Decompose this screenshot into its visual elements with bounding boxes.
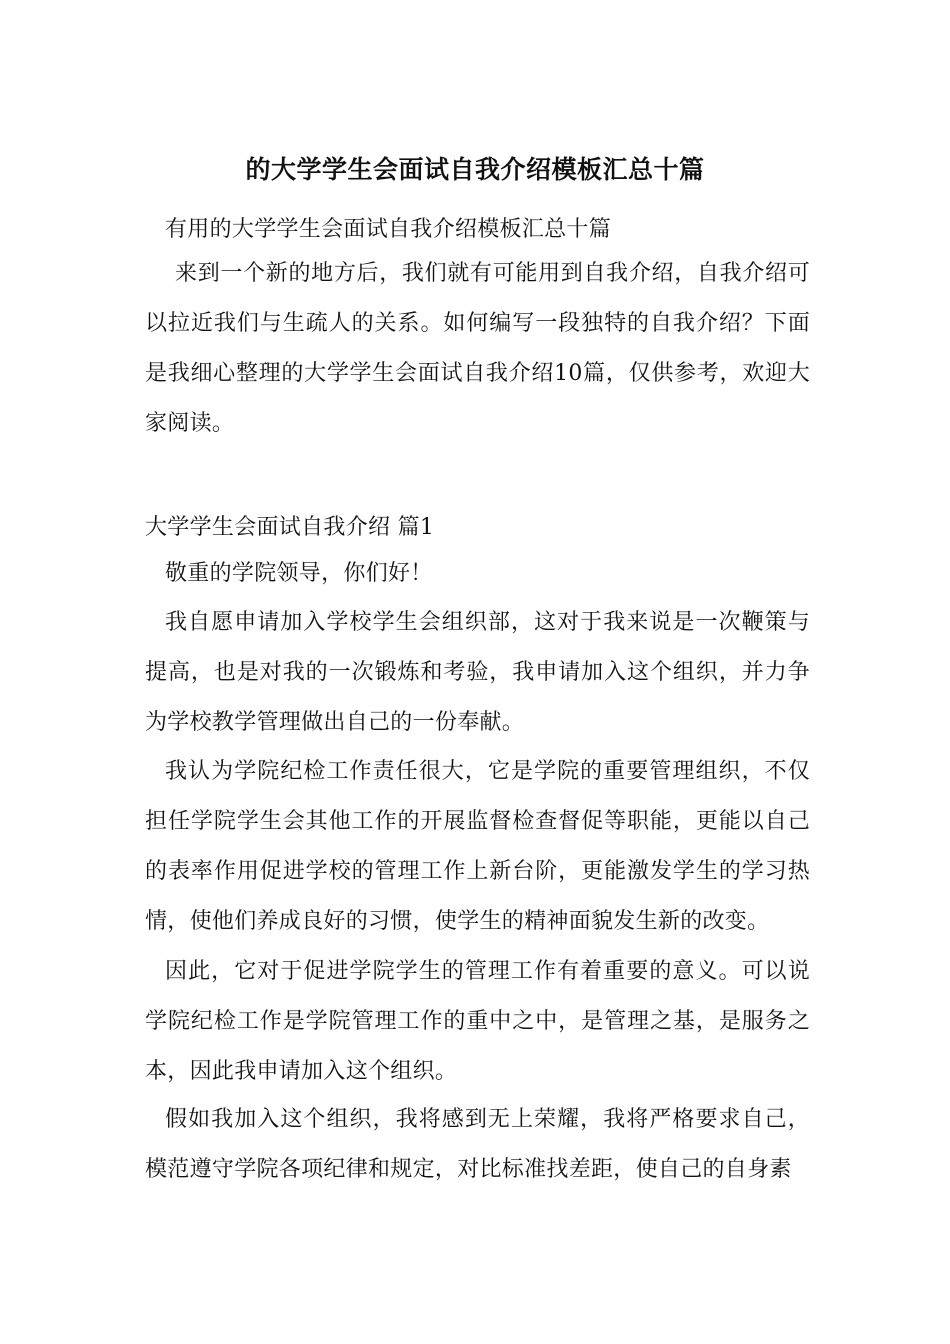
body-paragraph: 因此，它对于促进学院学生的管理工作有着重要的意义。可以说学院纪检工作是学院管理工作的重中之中，是管理之基，是服务之本，因此我申请加入这个组织。	[145, 959, 810, 1084]
body-paragraph: 我自愿申请加入学校学生会组织部，这对于我来说是一次鞭策与提高，也是对我的一次锻炼和考验，我申请加入这个组织，并力争为学校教学管理做出自己的一份奉献。	[145, 610, 810, 735]
body-paragraph: 我认为学院纪检工作责任很大，它是学院的重要管理组织，不仅担任学院学生会其他工作的开展监督检查督促等职能，更能以自己的表率作用促进学校的管理工作上新台阶，更能激发学生的学习热情，使他们养成良好的习惯，使学生的精神面貌发生新的改变。	[145, 759, 810, 934]
intro-paragraph: 来到一个新的地方后，我们就有可能用到自我介绍，自我介绍可以拉近我们与生疏人的关系。如何编写一段独特的自我介绍？下面是我细心整理的大学学生会面试自我介绍10篇，仅供参考，欢迎大家阅读。	[145, 261, 810, 436]
document-title: 的大学学生会面试自我介绍模板汇总十篇	[245, 155, 705, 184]
document-subtitle: 有用的大学学生会面试自我介绍模板汇总十篇	[165, 217, 612, 242]
section-heading: 大学学生会面试自我介绍 篇1	[145, 515, 435, 540]
body-paragraph: 假如我加入这个组织，我将感到无上荣耀，我将严格要求自己，模范遵守学院各项纪律和规定，对比标准找差距，使自己的自身素	[145, 1107, 810, 1182]
greeting-line: 敬重的学院领导，你们好！	[165, 561, 433, 586]
